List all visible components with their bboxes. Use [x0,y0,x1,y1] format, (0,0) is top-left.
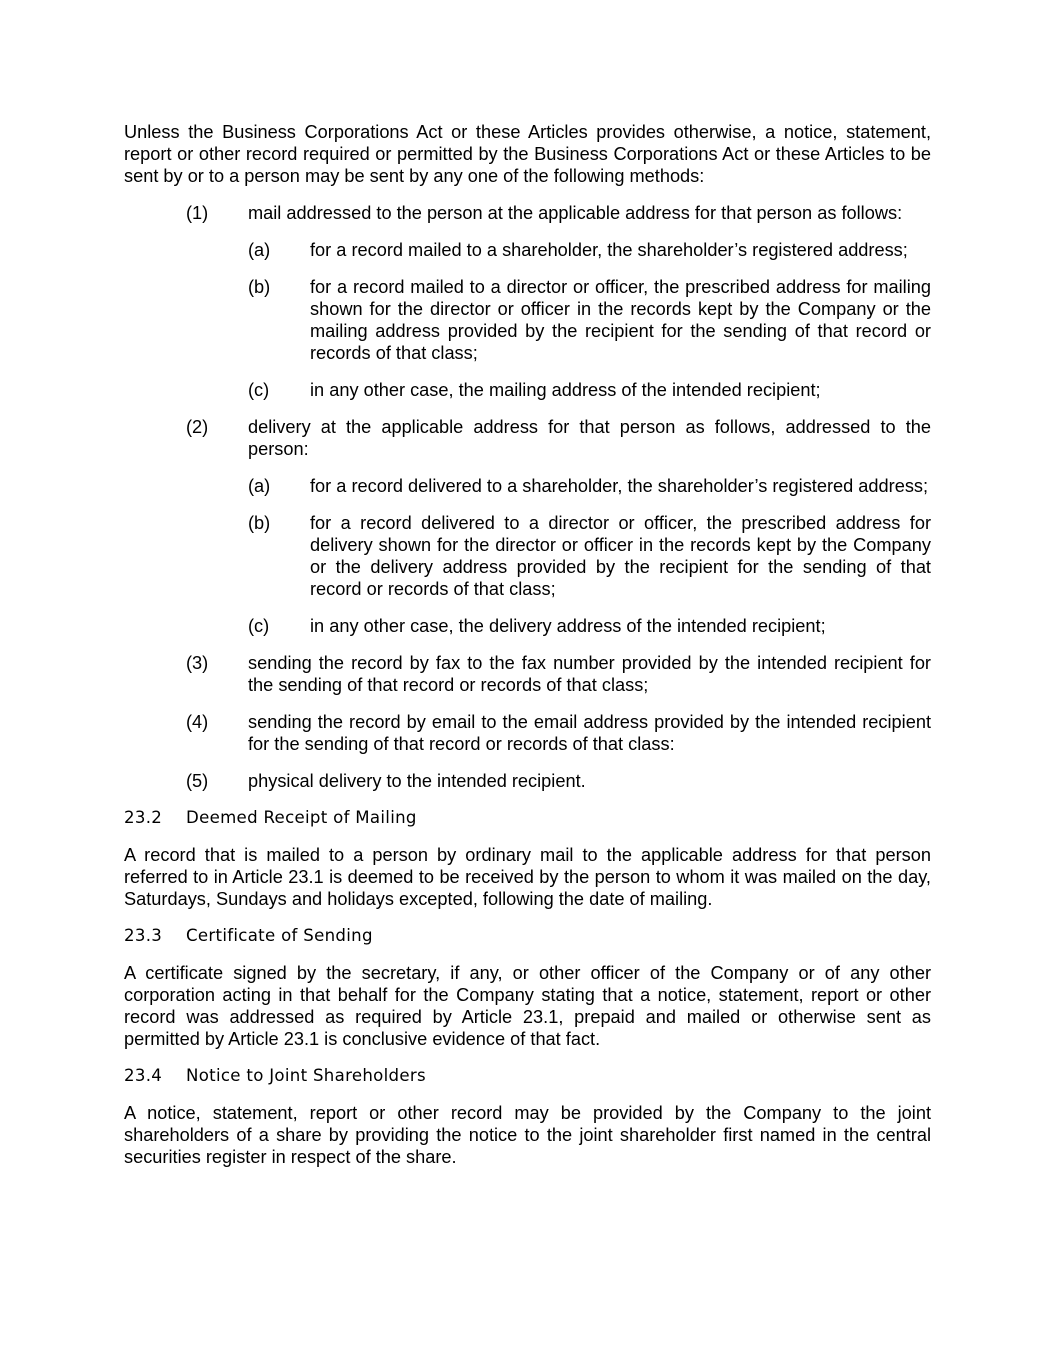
item-text: mail addressed to the person at the applicable address for that person as follows: [248,203,903,223]
section-heading-23-3 [124,925,931,947]
subitem-number: (a) [248,476,271,496]
item-number: (2) [186,417,209,437]
method-item-3 [124,652,931,696]
subitem-number: (b) [248,277,271,297]
section-number: 23.4 [124,1066,163,1085]
item-text: sending the record by fax to the fax number provided by the intended recipient for the sending of that record or records of that class; [248,653,931,695]
subitem-number: (b) [248,513,271,533]
subitem-text: for a record mailed to a director or officer, the prescribed address for mailing shown for the director or officer in the records kept by the Company or the mailing address provided by the recipient for the sending of that record or records of that class; [310,277,931,363]
item-number: (1) [186,203,209,223]
section-body-23-2: A record that is mailed to a person by ordinary mail to the applicable address for that person referred to in Article 23.1 is deemed to be received by the person to whom it was mailed on the day, Saturdays, Sundays and holidays excepted, following the date of mailing. [124,845,931,909]
subitem-text: in any other case, the mailing address of the intended recipient; [310,380,821,400]
method-1-subitem-b [124,276,931,364]
item-text: sending the record by email to the email address provided by the intended recipient for the sending of that record or records of that class: [248,712,931,754]
section-title: Notice to Joint Shareholders [186,1066,426,1085]
method-item-5 [124,770,931,792]
method-1-subitem-c [124,379,931,401]
subitem-text: in any other case, the delivery address of the intended recipient; [310,616,826,636]
subitem-number: (c) [248,380,270,400]
section-body-23-3: A certificate signed by the secretary, if any, or other officer of the Company or of any other corporation acting in that behalf for the Company stating that a notice, statement, report or other record was addressed as required by Article 23.1, prepaid and mailed or otherwise sent as permitted by Article 23.1 is conclusive evidence of that fact. [124,963,931,1049]
method-item-4 [124,711,931,755]
document-page [124,121,931,1183]
section-body-23-4: A notice, statement, report or other record may be provided by the Company to the joint shareholders of a share by providing the notice to the joint shareholder first named in the central securities register in respect of the share. [124,1103,931,1167]
method-2-subitem-b [124,512,931,600]
section-heading-23-2 [124,807,931,829]
section-number: 23.3 [124,926,163,945]
subitem-number: (c) [248,616,270,636]
method-1-subitem-a [124,239,931,261]
section-title: Deemed Receipt of Mailing [186,808,417,827]
section-heading-23-4 [124,1065,931,1087]
method-2-subitem-c [124,615,931,637]
section-number: 23.2 [124,808,163,827]
subitem-text: for a record mailed to a shareholder, the shareholder’s registered address; [310,240,908,260]
method-2-subitem-a [124,475,931,497]
subitem-text: for a record delivered to a shareholder, the shareholder’s registered address; [310,476,929,496]
method-item-1 [124,202,931,224]
intro-paragraph: Unless the Business Corporations Act or these Articles provides otherwise, a notice, statement, report or other record required or permitted by the Business Corporations Act or these Articles to be sent by or to a person may be sent by any one of the following methods: [124,122,931,186]
subitem-text: for a record delivered to a director or officer, the prescribed address for delivery shown for the director or officer in the records kept by the Company or the delivery address provided by the recipient for the sending of that record or records of that class; [310,513,931,599]
item-number: (3) [186,653,209,673]
item-text: delivery at the applicable address for that person as follows, addressed to the person: [248,417,931,459]
item-number: (5) [186,771,209,791]
item-text: physical delivery to the intended recipient. [248,771,586,791]
method-item-2 [124,416,931,460]
subitem-number: (a) [248,240,271,260]
item-number: (4) [186,712,209,732]
section-title: Certificate of Sending [186,926,373,945]
